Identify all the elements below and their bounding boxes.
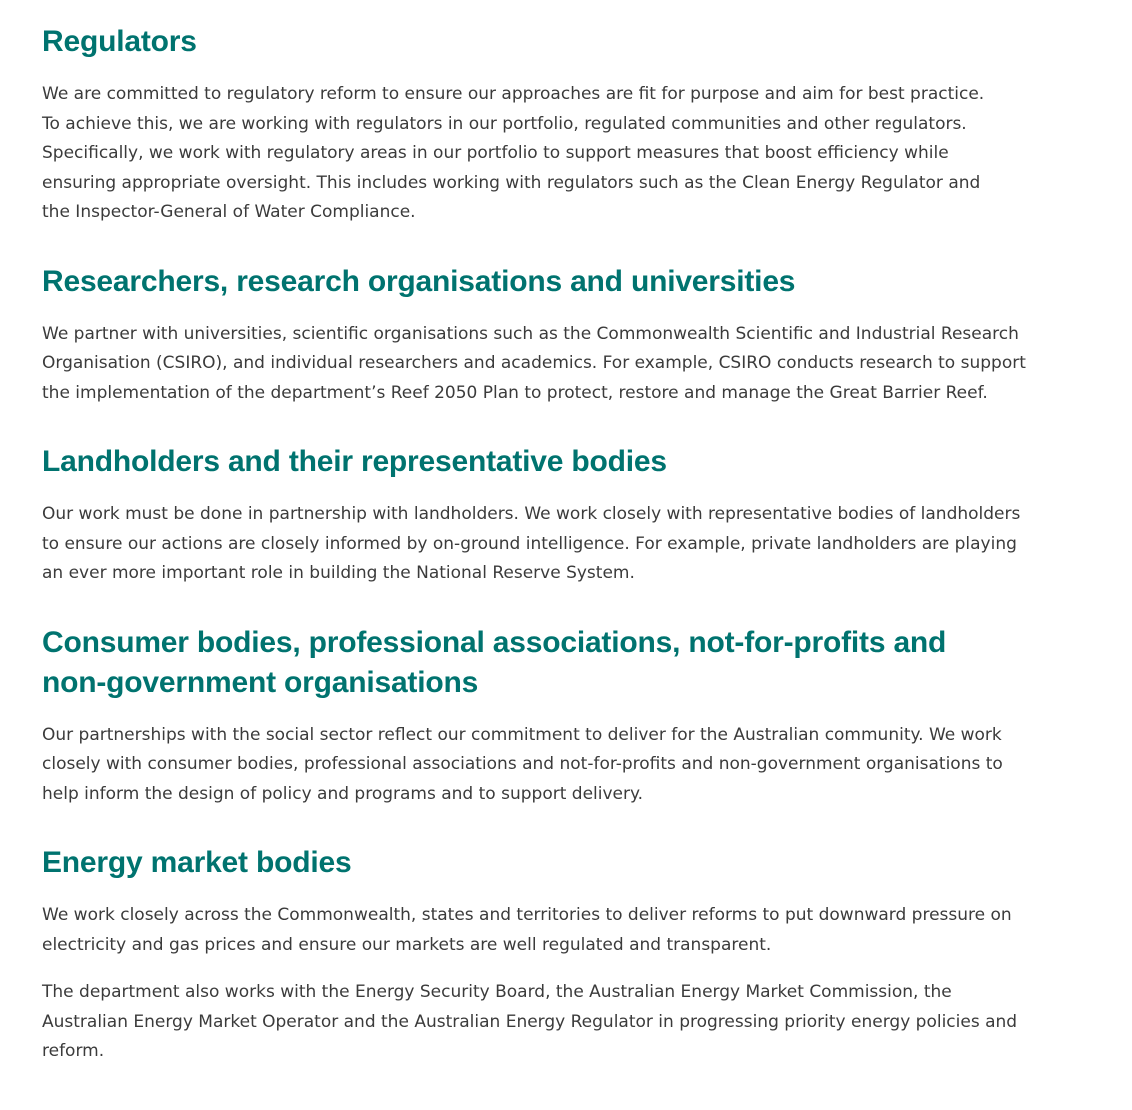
section-paragraph: Our partnerships with the social sector reflect our commitment to deliver for the Australian community. We work closely with consumer bodies, professional associations and not-for-profits and non-government organisations to help inform the design of policy and programs and to support delivery.: [42, 724, 1003, 804]
section-regulators: [42, 22, 1102, 228]
section-paragraph: Our work must be done in partnership with landholders. We work closely with representative bodies of landholders to ensure our actions are closely informed by on-ground intelligence. For example, private landholders are playing an ever more important role in building the National Reserve System.: [42, 504, 1021, 583]
section-heading: Energy market bodies: [42, 846, 352, 879]
section-landholders: [42, 442, 1102, 589]
section-paragraph: We work closely across the Commonwealth, states and territories to deliver reforms to put downward pressure on electricity and gas prices and ensure our markets are well regulated and transparent.: [42, 905, 1012, 955]
section-paragraph: We partner with universities, scientific organisations such as the Commonwealth Scientific and Industrial Research Organisation (CSIRO), and individual researchers and academics. For example, CSIRO conducts research to support the implementation of the department’s Reef 2050 Plan to protect, restore and manage the Great Barrier Reef.: [42, 323, 1026, 403]
section-heading: Landholders and their representative bodies: [42, 445, 667, 478]
section-researchers: [42, 262, 1102, 409]
section-energy-market-bodies: [42, 843, 1102, 1067]
content-page: [42, 22, 1102, 1067]
section-consumer-bodies: [42, 623, 1102, 810]
section-heading: Regulators: [42, 25, 197, 58]
section-paragraph: We are committed to regulatory reform to ensure our approaches are fit for purpose and aim for best practice. To achieve this, we are working with regulators in our portfolio, regulated communities and other regulators. Specifically, we work with regulatory areas in our portfolio to support measures that boost efficiency while ensuring appropriate oversight. This includes working with regulators such as the Clean Energy Regulator and the Inspector-General of Water Compliance.: [42, 84, 985, 222]
section-paragraph: The department also works with the Energy Security Board, the Australian Energy Market Commission, the Australian Energy Market Operator and the Australian Energy Regulator in progressing priority energy policies and reform.: [42, 982, 1018, 1061]
section-heading: Researchers, research organisations and universities: [42, 264, 796, 298]
section-heading: Consumer bodies, professional associations, not-for-profits and non-government organisations: [42, 625, 947, 699]
